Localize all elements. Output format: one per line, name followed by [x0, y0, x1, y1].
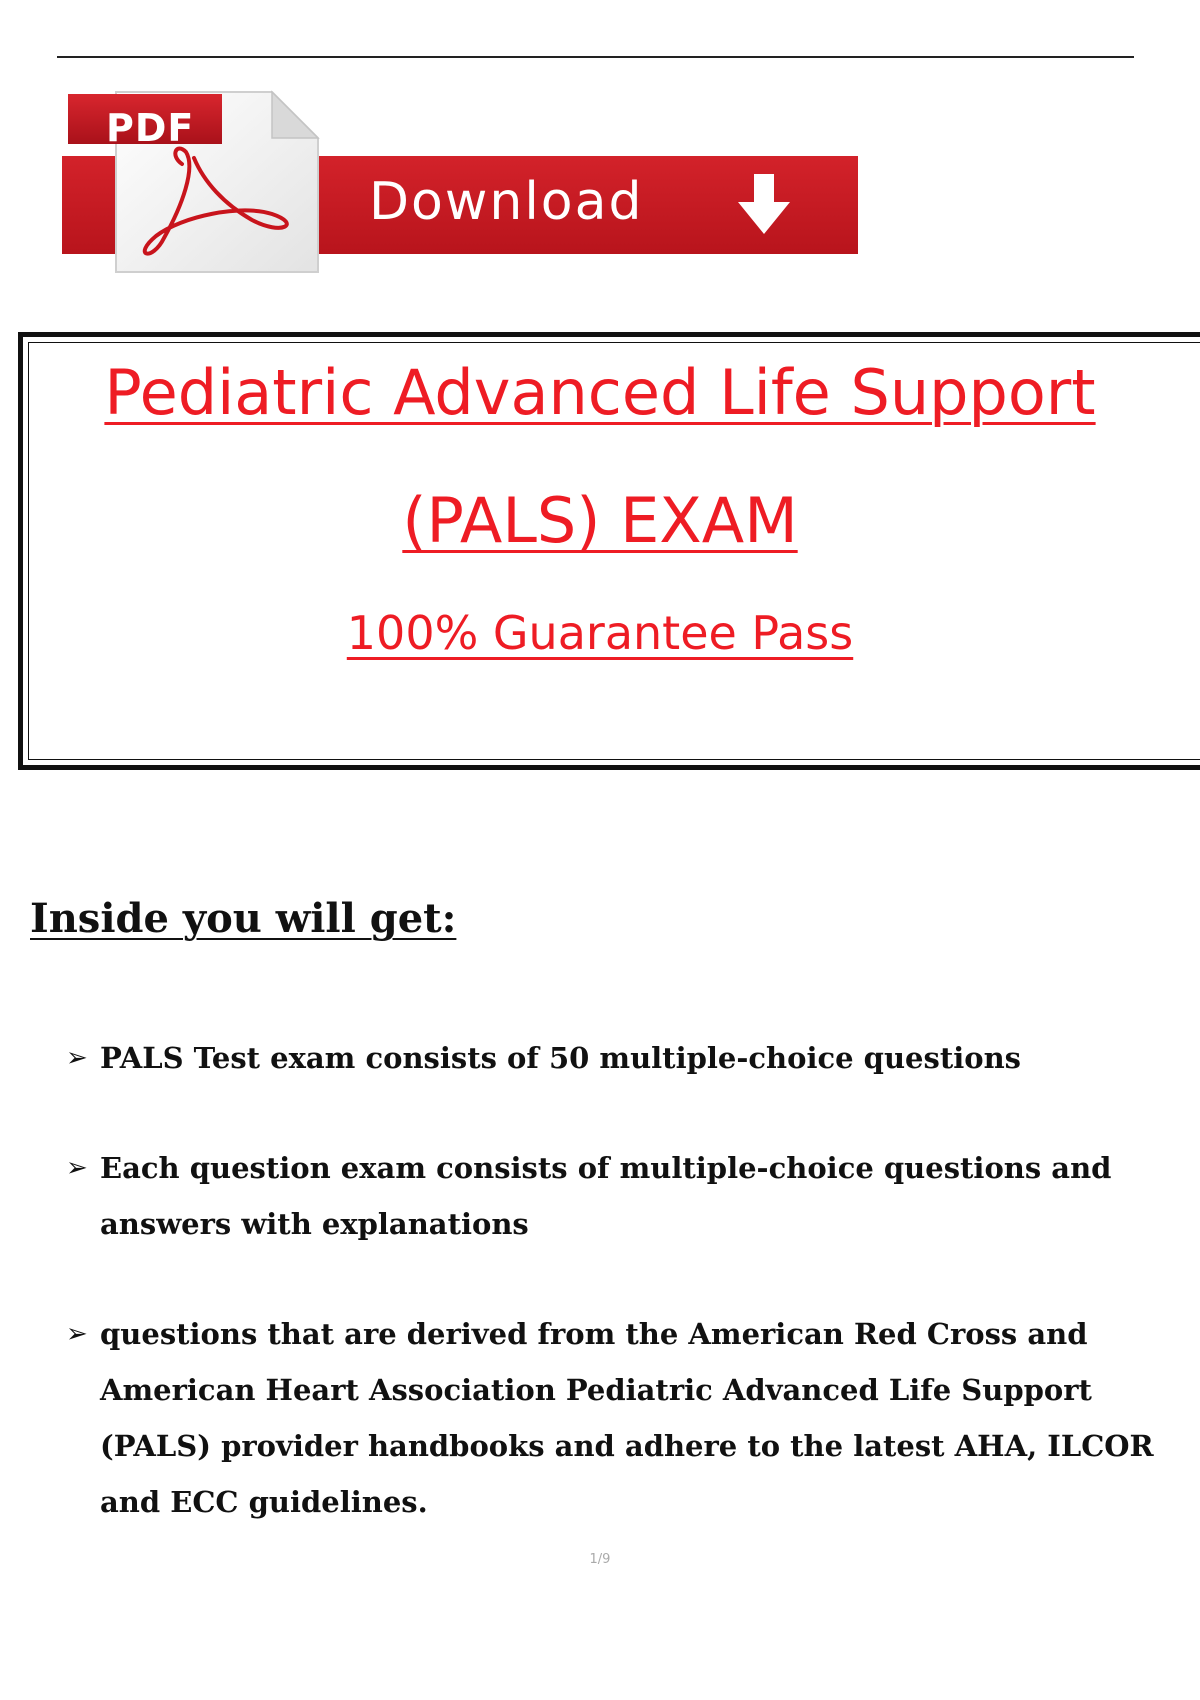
guarantee-tagline: 100% Guarantee Pass [346, 606, 854, 660]
arrowhead-bullet-icon: ➢ [66, 1319, 88, 1349]
list-item [66, 1306, 1176, 1530]
pdf-label: PDF [106, 106, 195, 150]
list-item-text: PALS Test exam consists of 50 multiple-choice questions [100, 1041, 1021, 1075]
document-subtitle: (PALS) EXAM [402, 484, 798, 557]
list-item-text: questions that are derived from the American Red Cross and American Heart Association Pediatric Advanced Life Support (PALS) provider handbooks and adhere to the latest AHA, ILCOR and ECC guidelines. [100, 1317, 1154, 1519]
download-banner[interactable] [62, 84, 862, 284]
arrowhead-bullet-icon: ➢ [66, 1043, 88, 1073]
arrow-down-icon [734, 172, 794, 236]
page-number: 1/9 [589, 1552, 611, 1567]
document-title: Pediatric Advanced Life Support [104, 356, 1096, 429]
inside-heading: Inside you will get: [30, 895, 457, 942]
list-item [66, 1030, 1176, 1086]
arrowhead-bullet-icon: ➢ [66, 1153, 88, 1183]
download-label: Download [369, 172, 644, 232]
pdf-badge [68, 94, 222, 150]
feature-list [66, 1030, 1176, 1584]
list-item [66, 1140, 1176, 1252]
list-item-text: Each question exam consists of multiple-choice questions and answers with explanations [100, 1151, 1112, 1241]
top-rule [57, 56, 1134, 58]
